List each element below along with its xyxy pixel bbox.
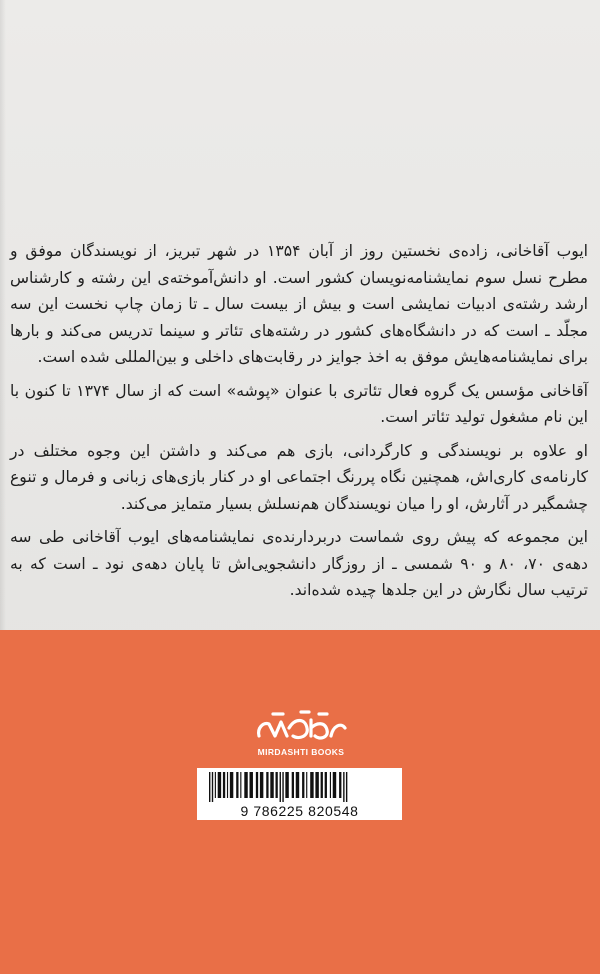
barcode-bar bbox=[276, 772, 278, 798]
publisher-name: MIRDASHTI BOOKS bbox=[257, 747, 345, 757]
barcode-bar bbox=[270, 772, 273, 798]
blurb-paragraph-1: ایوب آقاخانی، زاده‌ی نخستین روز از آبان ۱۳۵۴ در شهر تبریز، از نویسندگان موفق و مطرح نسل سوم نمایشنامه‌نویسان کشور است. او دانش‌آموخته‌ی این رشته و کارشناس ارشد رشته‌ی ادبیات نمایشی است و بیش از بیست سال ـ تا زمان چاپ نخست این سه مجلّد ـ است که در دانشگاه‌های کشور در رشته‌های تئاتر و سینما تدریس می‌کند و بارها برای نمایشنامه‌هایش موفق به اخذ جوایز در رقابت‌های داخلی و بین‌المللی شده است. bbox=[10, 242, 588, 366]
barcode-bar bbox=[260, 772, 263, 798]
barcode-bar bbox=[339, 772, 341, 798]
barcode-bar bbox=[250, 772, 253, 798]
barcode-bar bbox=[306, 772, 307, 798]
isbn-number: 9 786225 820548 bbox=[240, 803, 359, 819]
barcode-bar bbox=[315, 772, 318, 798]
barcode-bar bbox=[266, 772, 268, 798]
mirdashti-logo-icon bbox=[253, 706, 349, 746]
barcode-bars bbox=[207, 772, 392, 802]
barcode-bar bbox=[330, 772, 331, 798]
back-cover-blurb bbox=[10, 238, 588, 611]
barcode-bar bbox=[240, 772, 241, 798]
barcode-bar bbox=[209, 772, 210, 802]
blurb-paragraph-2: آقاخانی مؤسس یک گروه فعال تئاتری با عنوان «پوشه» است که از سال ۱۳۷۴ تا کنون با این نام مشغول تولید تئاتر است. bbox=[10, 381, 588, 426]
barcode-bar bbox=[230, 772, 233, 798]
blurb-paragraph-3: او علاوه بر نویسندگی و کارگردانی، بازی هم می‌کند و داشتن این وجوه مختلف در کارنامه‌ی کاری‌اش، همچنین نگاه پررنگ اجتماعی او در کنار بازی‌های زبانی و فرمال و تنوع چشمگیر در آثارش، او را میان نویسندگان هم‌نسلش بسیار متمایز می‌کند. bbox=[10, 441, 588, 513]
barcode-bar bbox=[310, 772, 313, 798]
barcode-bar bbox=[285, 772, 288, 798]
barcode-bar bbox=[227, 772, 228, 798]
barcode-bar bbox=[244, 772, 247, 798]
barcode-bar bbox=[343, 772, 344, 802]
barcode-bar bbox=[346, 772, 347, 802]
barcode-bar bbox=[236, 772, 238, 798]
publisher-logo bbox=[236, 706, 366, 757]
isbn-barcode bbox=[197, 768, 402, 820]
barcode-bar bbox=[282, 772, 283, 802]
barcode-bar bbox=[302, 772, 304, 798]
barcode-bar bbox=[212, 772, 213, 802]
blurb-paragraph-4: این مجموعه که پیش روی شماست دربردارنده‌ی نمایشنامه‌های ایوب آقاخانی طی سه دهه‌ی ۷۰، ۸۰ و ۹۰ شمسی ـ از روزگار دانشجویی‌اش تا پایان دهه‌ی نود ـ است که به ترتیب سال نگارش در این جلدها چیده شده‌اند. bbox=[10, 528, 588, 599]
barcode-bar bbox=[223, 772, 225, 798]
barcode-bar bbox=[215, 772, 216, 798]
barcode-bar bbox=[321, 772, 323, 798]
barcode-bar bbox=[333, 772, 336, 798]
barcode-bar bbox=[325, 772, 327, 798]
barcode-bar bbox=[280, 772, 281, 802]
barcode-bar bbox=[218, 772, 221, 798]
barcode-bar bbox=[256, 772, 258, 798]
barcode-bar bbox=[296, 772, 299, 798]
barcode-bar bbox=[292, 772, 294, 798]
